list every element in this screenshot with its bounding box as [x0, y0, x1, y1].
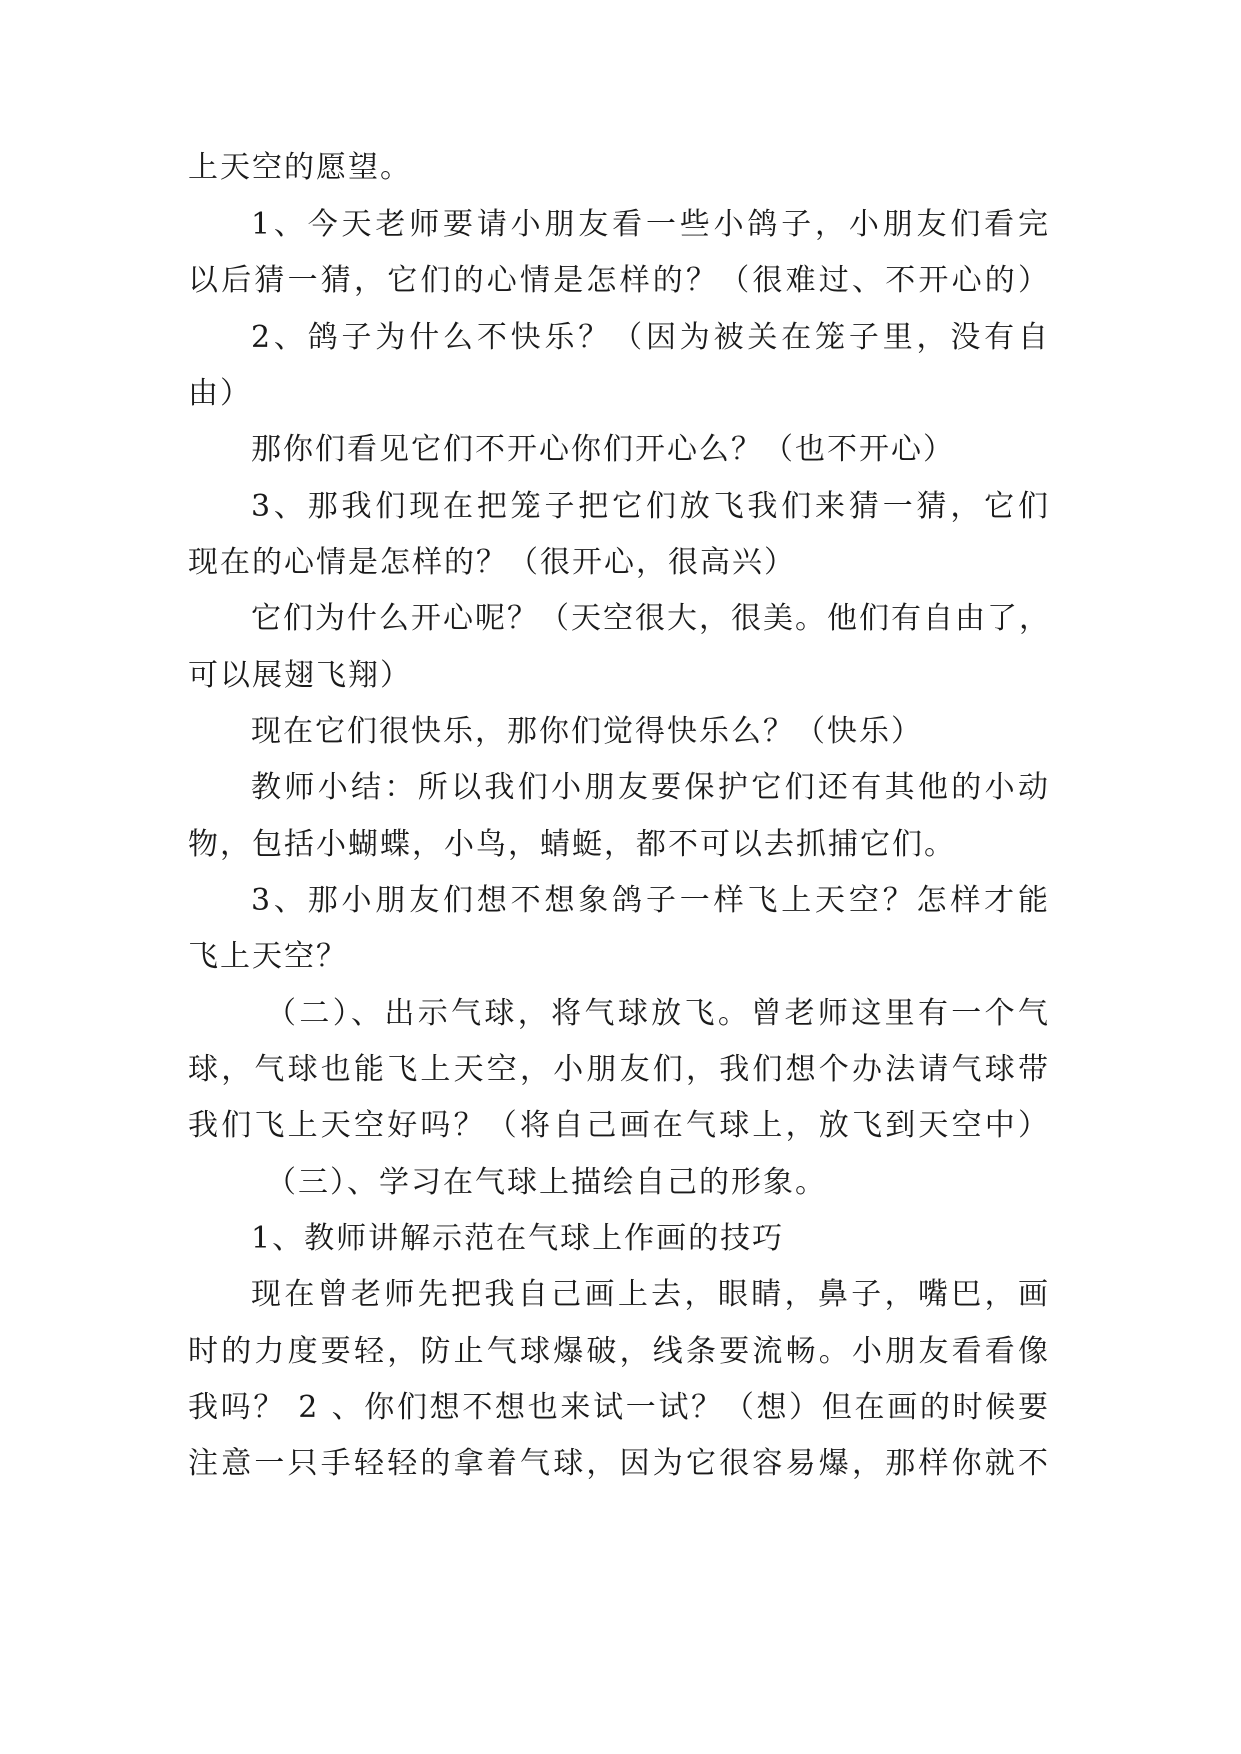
text-line: 飞上天空？	[188, 939, 348, 974]
text-line: 3、那我们现在把笼子把它们放飞我们来猜一猜，它们	[251, 489, 1050, 524]
text-line: 那你们看见它们不开心你们开心么？（也不开心）	[251, 432, 955, 467]
text-line: 我们飞上天空好吗？（将自己画在气球上，放飞到天空中）	[188, 1108, 1050, 1143]
text-line: 可以展翅飞翔）	[188, 658, 412, 693]
text-line: （三）、学习在气球上描绘自己的形象。	[266, 1165, 827, 1200]
text-line: 球，气球也能飞上天空，小朋友们，我们想个办法请气球带	[188, 1052, 1050, 1087]
text-line: （二）、出示气球，将气球放飞。曾老师这里有一个气	[266, 996, 1050, 1031]
text-line: 3、那小朋友们想不想象鸽子一样飞上天空？怎样才能	[251, 883, 1050, 918]
text-line: 1、教师讲解示范在气球上作画的技巧	[251, 1221, 785, 1256]
text-line: 现在它们很快乐，那你们觉得快乐么？（快乐）	[251, 714, 923, 749]
text-line: 它们为什么开心呢？（天空很大，很美。他们有自由了，	[251, 601, 1051, 636]
text-line: 时的力度要轻，防止气球爆破，线条要流畅。小朋友看看像	[188, 1334, 1050, 1369]
text-line: 2、鸽子为什么不快乐？（因为被关在笼子里，没有自	[251, 320, 1050, 355]
text-line: 上天空的愿望。	[188, 150, 412, 185]
text-line: 1、今天老师要请小朋友看一些小鸽子，小朋友们看完	[251, 207, 1050, 242]
text-line: 我吗？ 2 、你们想不想也来试一试？（想）但在画的时候要	[188, 1390, 1050, 1425]
text-line: 现在的心情是怎样的？（很开心，很高兴）	[188, 545, 796, 580]
text-line: 教师小结：所以我们小朋友要保护它们还有其他的小动	[251, 770, 1050, 805]
text-line: 物，包括小蝴蝶，小鸟，蜻蜓，都不可以去抓捕它们。	[188, 827, 956, 862]
text-line: 由）	[188, 376, 252, 411]
text-line: 以后猜一猜，它们的心情是怎样的？（很难过、不开心的）	[188, 263, 1050, 298]
text-line: 现在曾老师先把我自己画上去，眼睛，鼻子，嘴巴，画	[251, 1277, 1050, 1312]
text-line: 注意一只手轻轻的拿着气球，因为它很容易爆，那样你就不	[188, 1446, 1050, 1481]
